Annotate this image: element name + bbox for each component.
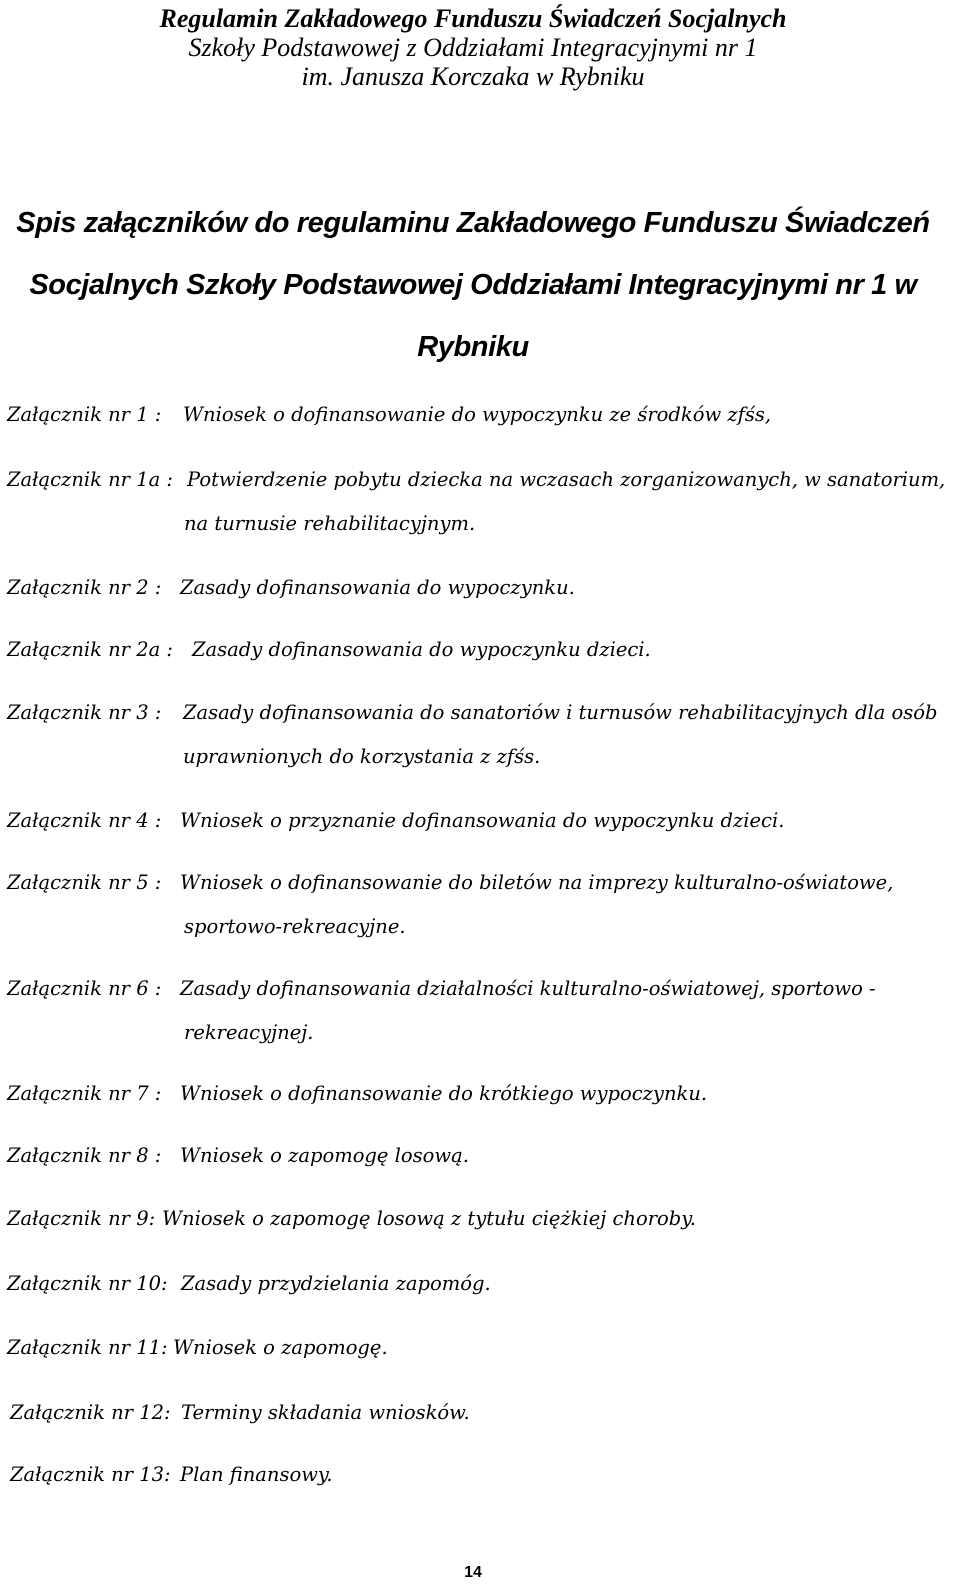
header-line-3: im. Janusza Korczaka w Rybniku — [301, 62, 645, 91]
attachment-text: Zasady dofinansowania do wypoczynku dzieci. — [192, 638, 651, 661]
attachment-text: Wniosek o dofinansowanie do biletów na imprezy kulturalno-oświatowe, — [180, 871, 894, 894]
attachment-label: Załącznik nr 7 : — [7, 1082, 162, 1105]
title-line-1: Spis załączników do regulaminu Zakładowego Funduszu Świadczeń — [16, 207, 930, 239]
attachment-label: Załącznik nr 5 : — [7, 871, 162, 894]
attachment-text-continued: na turnusie rehabilitacyjnym. — [184, 512, 476, 535]
header-line-2: Szkoły Podstawowej z Oddziałami Integracyjnymi nr 1 — [188, 33, 758, 62]
attachment-label: Załącznik nr 1 : — [7, 403, 162, 426]
attachment-label: Załącznik nr 3 : — [7, 701, 162, 724]
attachment-text: Wniosek o dofinansowanie do wypoczynku ze środków zfśs, — [183, 403, 772, 426]
header-line-1: Regulamin Zakładowego Funduszu Świadczeń Socjalnych — [159, 4, 787, 33]
attachment-text: Plan finansowy. — [180, 1463, 333, 1486]
attachment-text-continued: rekreacyjnej. — [184, 1021, 314, 1044]
attachment-text: Wniosek o dofinansowanie do krótkiego wypoczynku. — [180, 1082, 708, 1105]
attachment-text-continued: uprawnionych do korzystania z zfśs. — [183, 745, 541, 768]
attachment-text: Wniosek o przyznanie dofinansowania do wypoczynku dzieci. — [180, 809, 785, 832]
attachment-text: Zasady przydzielania zapomóg. — [181, 1272, 491, 1295]
attachment-label: Załącznik nr 12: — [10, 1401, 171, 1424]
page-number: 14 — [464, 1564, 482, 1581]
attachment-label: Załącznik nr 13: — [10, 1463, 171, 1486]
attachment-label: Załącznik nr 2a : — [7, 638, 174, 661]
attachment-text-continued: sportowo-rekreacyjne. — [184, 915, 406, 938]
attachment-label: Załącznik nr 8 : — [7, 1144, 162, 1167]
title-line-2: Socjalnych Szkoły Podstawowej Oddziałami Integracyjnymi nr 1 w — [29, 269, 917, 301]
attachment-text: Wniosek o zapomogę. — [173, 1336, 388, 1359]
attachment-label: Załącznik nr 11: — [7, 1336, 168, 1359]
attachment-label: Załącznik nr 6 : — [7, 977, 162, 1000]
attachment-text: Wniosek o zapomogę losową z tytułu ciężkiej choroby. — [162, 1207, 696, 1230]
attachment-label: Załącznik nr 4 : — [7, 809, 162, 832]
attachment-text: Wniosek o zapomogę losową. — [180, 1144, 469, 1167]
attachment-label: Załącznik nr 10: — [7, 1272, 168, 1295]
attachment-text: Zasady dofinansowania do sanatoriów i turnusów rehabilitacyjnych dla osób — [183, 701, 938, 724]
attachment-text: Zasady dofinansowania działalności kulturalno-oświatowej, sportowo - — [180, 977, 876, 1000]
title-line-3: Rybniku — [417, 331, 529, 363]
attachment-text: Potwierdzenie pobytu dziecka na wczasach zorganizowanych, w sanatorium, — [187, 468, 946, 491]
attachment-text: Terminy składania wniosków. — [181, 1401, 470, 1424]
attachment-label: Załącznik nr 1a : — [7, 468, 174, 491]
attachment-text: Zasady dofinansowania do wypoczynku. — [180, 576, 575, 599]
attachment-label: Załącznik nr 2 : — [7, 576, 162, 599]
attachment-label: Załącznik nr 9: — [7, 1207, 156, 1230]
